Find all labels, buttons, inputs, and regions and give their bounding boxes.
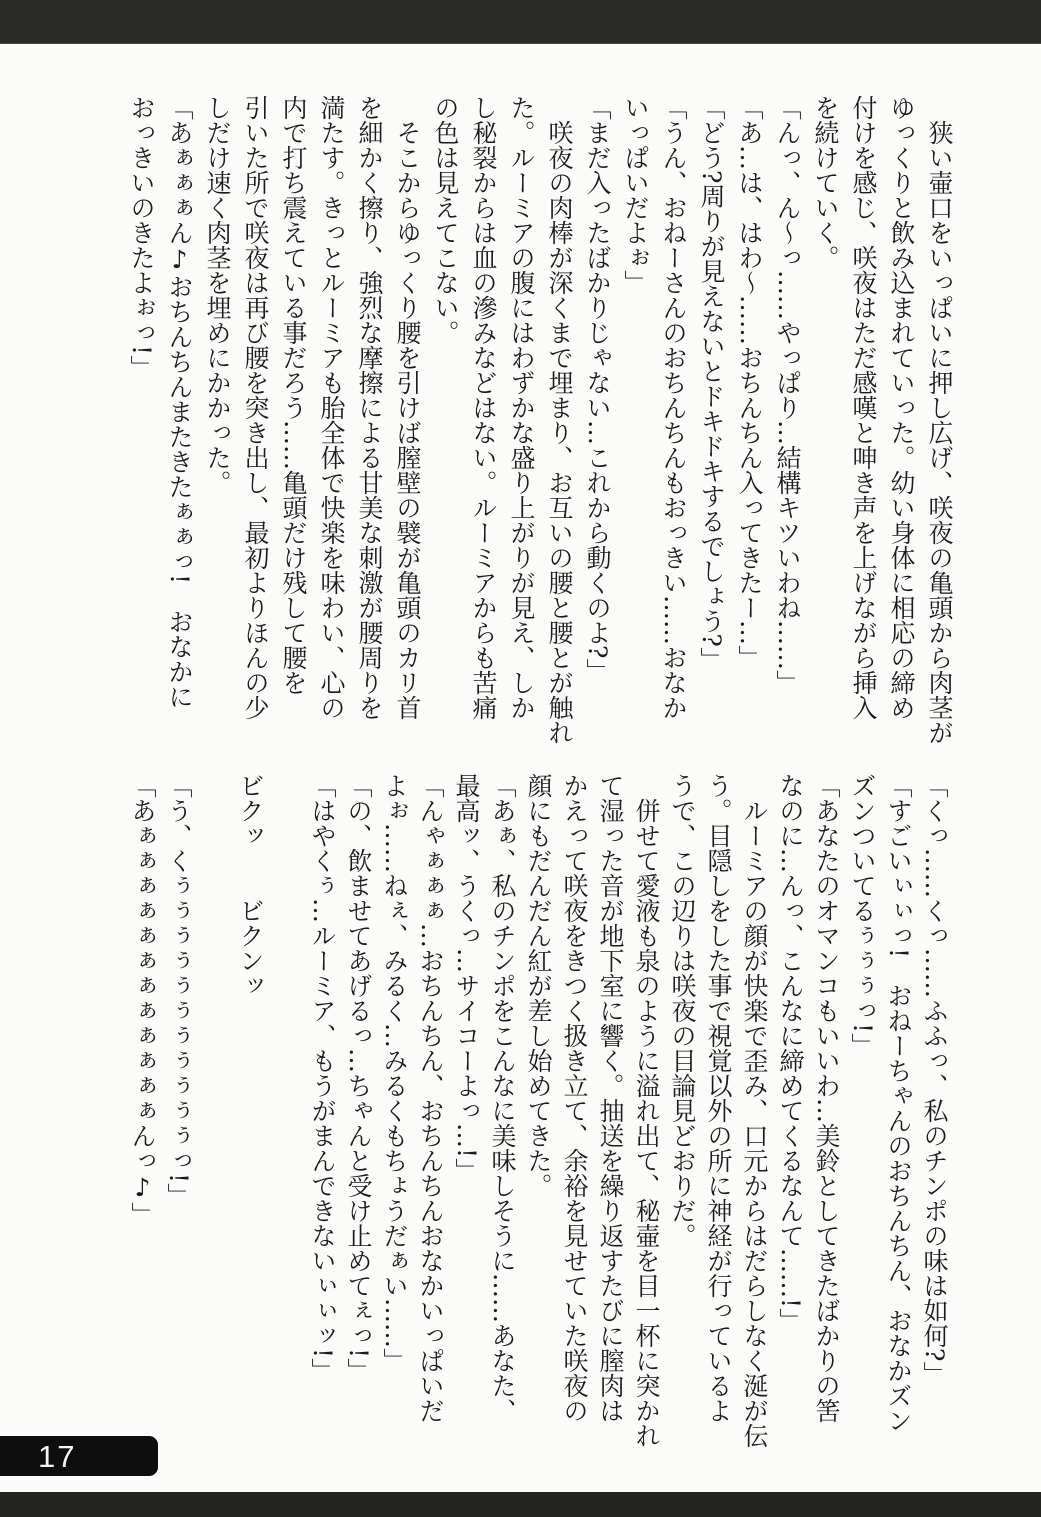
text-column: を細かく擦り、強烈な摩擦による甘美な刺激が腰周りを (355, 95, 384, 720)
text-column: よぉ……ねぇ、みるく…みるくもちょうだぁい……」 (380, 773, 409, 1373)
text-column: 併せて愛液も泉のように溢れ出て、秘壷を目一杯に突かれ (632, 773, 661, 1448)
text-column: 咲夜の肉棒が深くまで埋まり、お互いの腰と腰とが触れ (545, 95, 574, 745)
text-column: 「んっ、ん〜っ……やっぱり…結構キツいわね……」 (773, 95, 802, 695)
text-column: 顔にもだんだん紅が差し始めてきた。 (524, 773, 553, 1198)
text-column: おっきいのきたよぉっ!」 (127, 95, 156, 381)
text-column: うで、この辺りは咲夜の目論見どおりだ。 (668, 773, 697, 1248)
text-column: 「の、飲ませてあげるっ…ちゃんと受け止めてぇっ!」 (344, 773, 373, 1384)
story-text-block-bottom (124, 773, 952, 1457)
text-column: 「あぁぁぁぁぁぁぁぁぁぁぁぁんっ♪」 (128, 773, 157, 1227)
text-column: 引いた所で咲夜は再び腰を突き出し、最初よりほんの少 (241, 95, 270, 720)
text-column (196, 773, 232, 1457)
text-column: なのに…んっ、こんなに締めてくるなんて……!」 (776, 773, 805, 1334)
text-column: ゆっくりと飲み込まれていった。幼い身体に相応の締め (887, 95, 916, 720)
page-number: 17 (38, 1438, 77, 1474)
text-column: そこからゆっくり腰を引けば膣壁の襞が亀頭のカリ首 (393, 95, 422, 720)
text-column: 「まだ入ったばかりじゃない…これから動くのよ?」 (583, 95, 612, 684)
story-text-block-top (122, 95, 958, 755)
page-number-badge (0, 1436, 158, 1476)
text-column: ズンついてるぅぅぅっ!」 (848, 773, 877, 1059)
text-column: し秘裂からは血の滲みなどはない。ルーミアからも苦痛 (469, 95, 498, 720)
text-column: 「はやくぅ…ルーミア、もうがまんできないぃぃッ!」 (308, 773, 337, 1384)
bottom-edge-scan-bar (0, 1492, 1041, 1517)
text-column: 「あなたのオマンコもいいわ…美鈴としてきたばかりの筈 (812, 773, 841, 1423)
top-edge-scan-bar (0, 0, 1041, 44)
text-column: 満たす。きっとルーミアも胎全体で快楽を味わい、心の (317, 95, 346, 720)
text-column: 「あぁ、私のチンポをこんなに美味しそうに……あなた、 (488, 773, 517, 1423)
text-column: いっぱいだよぉ」 (621, 95, 650, 295)
text-column: 「あぁぁぁん♪おちんちんまたきたぁぁっ! おなかに (165, 95, 194, 710)
text-column (268, 773, 304, 1457)
text-column: かえって咲夜をきつく扱き立て、余裕を見せていた咲夜の (560, 773, 589, 1423)
text-column: 付けを感じ、咲夜はただ感嘆と呻き声を上げながら挿入 (849, 95, 878, 720)
text-column: 「う、くぅぅぅぅぅぅぅぅぅぅぅっ!」 (164, 773, 193, 1209)
text-column: 「あ…は、はわ〜……おちんちん入ってきたー…」 (735, 95, 764, 670)
text-column: う。目隠しをした事で視覚以外の所に神経が行っているよ (704, 773, 733, 1423)
text-column: 最高ッ、うくっ…サイコーよっ…!」 (452, 773, 481, 1184)
text-column: しだけ速く肉茎を埋めにかかった。 (203, 95, 232, 495)
text-column: ルーミアの顔が快楽で歪み、口元からはだらしなく涎が伝 (740, 773, 769, 1448)
text-column: 内で打ち震えている事だろう……亀頭だけ残して腰を (279, 95, 308, 695)
text-column: 「どう?周りが見えないとドキドキするでしょう?」 (697, 95, 726, 672)
text-column: 「すごいぃぃっ! おねーちゃんのおちんちん、おなかズン (884, 773, 913, 1434)
text-column: て湿った音が地下室に響く。抽送を繰り返すたびに膣肉は (596, 773, 625, 1423)
text-column: の色は見えてこない。 (431, 95, 460, 345)
text-column: 「くっ……くっ……ふふっ、私のチンポの味は如何?」 (920, 773, 949, 1387)
text-column: た。ルーミアの腹にはわずかな盛り上がりが見え、しか (507, 95, 536, 720)
text-column: ビクッ ビクンッ (236, 773, 265, 998)
text-column: 「んゃぁぁぁ…おちんちん、おちんちんおなかいっぱいだ (416, 773, 445, 1423)
text-column: 「うん、おねーさんのおちんちんもおっきい……おなか (659, 95, 688, 720)
text-column: を続けていく。 (811, 95, 840, 270)
text-column: 狭い壷口をいっぱいに押し広げ、咲夜の亀頭から肉茎が (925, 95, 954, 745)
